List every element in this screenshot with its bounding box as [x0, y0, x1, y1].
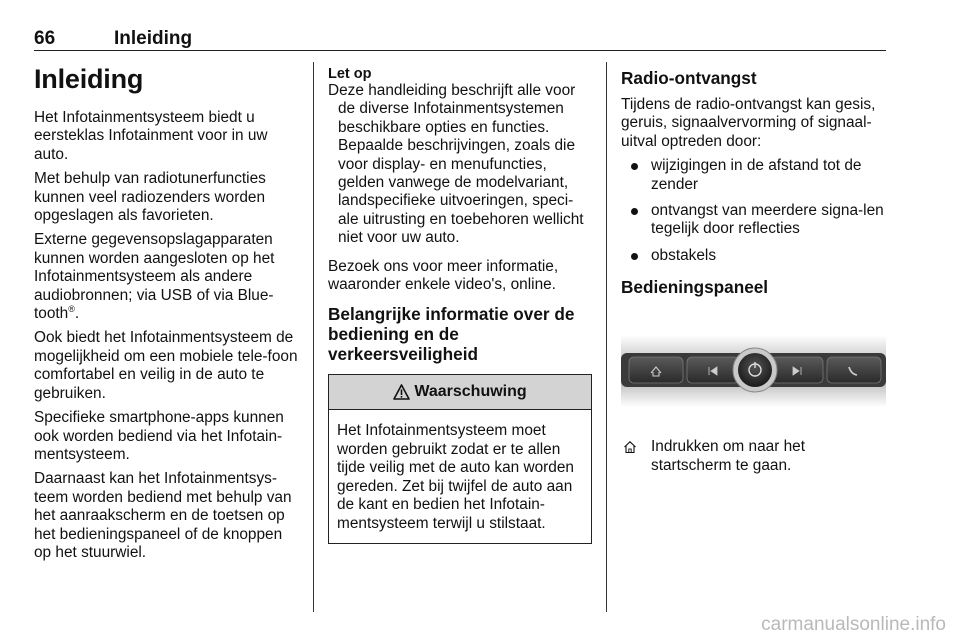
- note-title: Let op: [328, 66, 372, 82]
- home-icon: [623, 440, 637, 454]
- column-divider: [606, 62, 607, 612]
- paragraph: Met behulp van radiotunerfuncties kunnen veel radiozenders worden opgeslagen als favorieten.: [34, 170, 266, 225]
- paragraph: Tijdens de radio-ontvangst kan gesis, geruis, signaalvervorming of signaal-uitval optreden door:: [621, 96, 876, 150]
- warning-header: [329, 375, 591, 410]
- section-heading-radio: Radio-ontvangst: [621, 68, 757, 88]
- paragraph: Bezoek ons voor meer informatie, waaronder enkele video's, online.: [328, 257, 559, 294]
- warning-triangle-icon: [393, 384, 410, 400]
- list-item: [621, 202, 886, 239]
- legend-row: [621, 438, 886, 475]
- paragraph: Specifieke smartphone-apps kunnen ook worden bediend via het Infotain-mentsysteem.: [34, 409, 284, 463]
- warning-title: Waarschuwing: [414, 383, 527, 401]
- column-middle: [328, 60, 592, 544]
- note-first-line: Deze handleiding beschrijft alle voor: [328, 82, 576, 99]
- bullet-icon: [631, 253, 638, 260]
- page-header: [34, 26, 886, 51]
- page-number: 66: [34, 28, 56, 49]
- section-heading: Belangrijke informatie over de bediening en de verkeersveiligheid: [328, 304, 575, 365]
- warning-box: [328, 374, 592, 543]
- list-item: [621, 247, 886, 265]
- section-heading-panel: Bedieningspaneel: [621, 277, 769, 298]
- running-title: Inleiding: [114, 28, 193, 49]
- paragraph: Daarnaast kan het Infotainmentsys-teem worden bediend met behulp van het aanraakscherm en de toetsen op het bedieningspaneel of de knoppen op het stuurwiel.: [34, 470, 292, 561]
- list-item-text: obstakels: [651, 246, 717, 264]
- paragraph-text: Externe gegevensopslagapparaten kunnen worden aangesloten op het Infotainmentsysteem als andere audiobronnen; via USB of via Blue-tooth: [34, 231, 275, 323]
- column-right: [621, 60, 886, 475]
- list-item-text: wijzigingen in de afstand tot de zender: [651, 157, 862, 193]
- bullet-list: [621, 157, 886, 265]
- list-item: [621, 157, 886, 194]
- column-divider: [313, 62, 314, 612]
- warning-text: Het Infotainmentsysteem moet worden gebruikt zodat er te allen tijde veilig met de auto kan worden gereden. Zet bij twijfel de auto aan de kant en bedien het Infotain-mentsysteem terwijl u stilstaat.: [337, 422, 574, 532]
- list-item-text: ontvangst van meerdere signa-len tegelijk door reflecties: [651, 202, 884, 238]
- bullet-icon: [631, 163, 638, 170]
- bullet-icon: [631, 208, 638, 215]
- paragraph: Ook biedt het Infotainmentsysteem de mogelijkheid om een mobiele tele-foon comfortabel en veilig in de auto te gebruiken.: [34, 329, 298, 402]
- control-panel-image: [621, 327, 886, 415]
- note-text: de diverse Infotainmentsystemen beschikbare opties en functies. Bepaalde beschrijvingen, zoals die voor display- en menufuncties, gelden vanwege de modelvariant, landspecifieke uitvoeringen, speci-ale uitrusting en toebehoren wellicht niet voor uw auto.: [338, 100, 584, 247]
- paragraph: Het Infotainmentsysteem biedt u eersteklas Infotainment voor in uw auto.: [34, 109, 268, 163]
- column-left: [34, 60, 298, 568]
- section-title: Inleiding: [34, 64, 144, 94]
- paragraph: [34, 231, 298, 323]
- registered-mark: ®: [68, 303, 75, 314]
- legend-text: Indrukken om naar het startscherm te gaan.: [651, 438, 805, 474]
- period: .: [74, 305, 80, 323]
- watermark: carmanualsonline.info: [761, 614, 946, 635]
- note-body: [328, 82, 592, 248]
